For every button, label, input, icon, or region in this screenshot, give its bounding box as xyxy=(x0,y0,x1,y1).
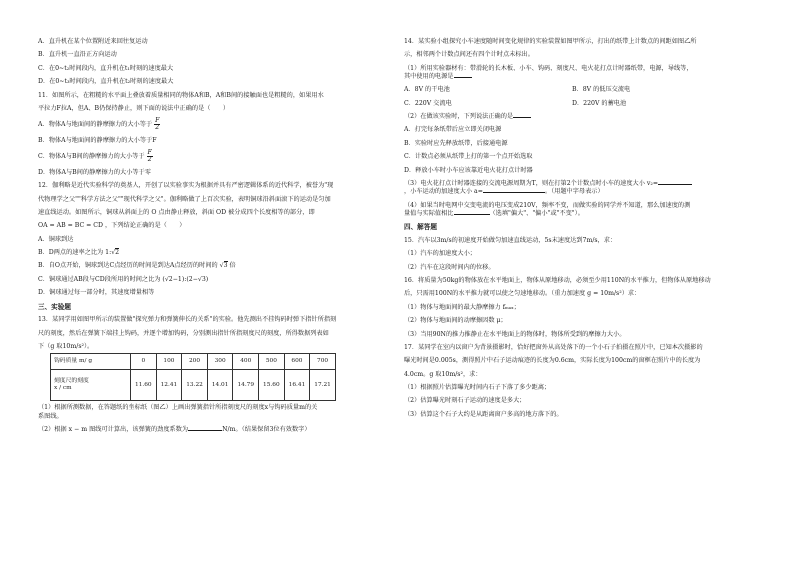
table-cell: 200 xyxy=(182,354,208,370)
q17-stem-1: 17．某同学在室内以窗户为背景摄影时，恰好把窗外从高处落下的一个小石子拍摄在照片中，已知本次摄影的 xyxy=(404,343,703,351)
fraction-f-over-2-c: $\frac{F}{2}$ xyxy=(147,149,152,164)
ratio-part-a: (√2−1) xyxy=(162,275,185,283)
q13-part1-a: （1）根据所测数据，在答题纸的坐标纸（图乙）上画出弹簧指针所指刻度尺的刻度x与钩码质量m的关 xyxy=(38,404,318,412)
q13-part2-tail: N/m。（结果保留3位有效数字） xyxy=(222,425,311,433)
q12-stem-4: OA = AB = BC = CD ，下列结论正确的是（ ） xyxy=(38,222,186,230)
sqrt-2: 2 xyxy=(115,249,120,257)
q11-stem-1: 11．如图所示，在粗糙的水平面上叠放着质量相同的物体A和B，A和B间的接触面也是粗糙的，如果用水 xyxy=(38,91,324,99)
q12-option-b2-tail: 倍 xyxy=(229,262,236,270)
q14-stem-1: 14．某实验小组探究小车速度随时间变化规律的实验装置如图甲所示，打出的纸带上计数点的间距如图乙所 xyxy=(404,38,697,45)
q16-part3: （3）当用90N的推力推静止在水平地面上的物体时，物体所受到的摩擦力大小。 xyxy=(404,330,626,338)
q12-stem-2: 代物理学之父""科学方法之父""现代科学之父"。伽利略做了上百次实验，表明铜球沿斜面滚下的运动是匀加 xyxy=(38,195,331,203)
table-cell: 16.41 xyxy=(284,370,310,401)
q13-stem-3: 下（g 取10m/s²）。 xyxy=(38,343,94,351)
q17-stem-3: 4.0cm。g 取10m/s²，求： xyxy=(404,370,482,378)
q12-stem-1: 12．伽利略是近代实验科学的奠基人，开创了以实验事实为根据并具有严密逻辑体系的近代科学，被誉为"现 xyxy=(38,182,334,190)
q13-part2 xyxy=(38,426,388,434)
q17-part2: （2）估算曝光时刻石子运动的速度是多大； xyxy=(404,397,526,405)
q14-part2-option-a: A．打完每条纸带后应立即关闭电源 xyxy=(404,126,502,134)
q12-option-d: D．铜球通过每一部分时，其速度增量相等 xyxy=(38,289,155,297)
right-column xyxy=(404,38,760,419)
q13-stem-1: 13．某同学用如图甲所示的装置做"探究弹力和弹簧伸长的关系"的实验。他先测出不挂钩码时弹下指针所指刻 xyxy=(38,316,337,324)
table-header-mass: 钩码质量 m/ g xyxy=(51,354,131,370)
q11-option-b: B．物体A与地面间的静摩擦力的大小等于F xyxy=(38,136,157,144)
q11-option-a-text: A．物体A与地面间的静摩擦力的大小等于 xyxy=(38,121,153,129)
section-solution-title: 四、解答题 xyxy=(404,223,437,232)
q16-stem-2: 后，只需用100N的水平推力就可以使之匀速地移动。（重力加速度 g = 10m/s²）求： xyxy=(404,290,641,298)
table-header-scale-b: x / cm xyxy=(54,385,72,392)
fraction-f-over-2: $\frac{F}{2}$ xyxy=(155,117,160,132)
q14-part4-b-text: 量值与实际值相比 xyxy=(404,209,454,217)
q14-stem-2: 示，相邻两个计数点间还有四个计时点未标出。 xyxy=(404,51,534,59)
table-cell: 400 xyxy=(233,354,259,370)
table-cell: 14.79 xyxy=(233,370,259,401)
table-cell: 14.01 xyxy=(207,370,233,401)
q16-part2: （2）物体与地面间的动摩擦因数 μ； xyxy=(404,317,507,325)
q17-stem-2: 曝光时间是0.005s，测得照片中石子运动痕迹的长度为0.6cm，实际长度为100cm的窗框在照片中的长度为 xyxy=(404,357,701,365)
sqrt-symbol: √ xyxy=(111,249,116,257)
table-cell: 500 xyxy=(259,354,285,370)
answer-blank xyxy=(658,184,692,185)
table-cell: 600 xyxy=(284,354,310,370)
q17-part1: （1）根据照片估算曝光时间内石子下落了多少距离； xyxy=(404,384,551,392)
table-cell: 100 xyxy=(156,354,182,370)
q11-option-c xyxy=(38,150,388,163)
q14-options-ab xyxy=(404,86,760,94)
q14-part2-text: （2）在做该实验时，下列说法正确的是 xyxy=(404,113,514,121)
table-cell: 13.22 xyxy=(182,370,208,401)
q16-stem-1: 16．将质量为50kg的物体放在水平地面上，物体从原地移动，必须至少用110N的水平推力，但物体从原地移动 xyxy=(404,277,711,285)
q10-option-d: D．在0~t₃时间段内，直升机在t₂时刻的速度最大 xyxy=(38,78,174,86)
sqrt-symbol-3: √ xyxy=(219,262,224,270)
q12-option-b2-text: B．自O点开始，铜球到达C点经历的时间是到达A点经历的时间的 xyxy=(38,262,218,270)
q12-option-b-text: B．D两点的速率之比为 1: xyxy=(38,249,112,257)
table-cell: 17.21 xyxy=(310,370,336,401)
q14-part1-b xyxy=(404,73,760,81)
q14-part4-b-tail: （选填"偏大"、"偏小"或"不变"）。 xyxy=(489,209,584,217)
q10-option-c: C．在0~t₂时间段内，直升机在t₁时刻的速度最大 xyxy=(38,64,174,72)
q14-part3-a-text: （3）电火花打点计时器连接的交流电源周期为T，则在打第2个计数点时小车的速度大小 v₂= xyxy=(404,179,659,187)
q14-part3-b xyxy=(404,188,760,196)
q15-stem: 15．汽车以3m/s的初速度开始做匀加速直线运动，5s末速度达到7m/s，求： xyxy=(404,236,617,244)
table-cell: 0 xyxy=(131,354,157,370)
table-cell: 300 xyxy=(207,354,233,370)
q13-stem-2: 尺的刻度，然后在弹簧下端挂上钩码，并逐个增加钩码，分别测出指针所指刻度尺的刻度，所得数据列表如 xyxy=(38,329,329,337)
q14-option-a: A．8V 的干电池 xyxy=(404,86,450,94)
sqrt-3: 3 xyxy=(223,262,228,270)
table-row xyxy=(51,354,336,370)
q11-option-d: D．物体A与B间的静摩擦力的大小等于零 xyxy=(38,168,151,176)
q13-part2-text: （2）根据 x − m 图线可计算出，该弹簧的劲度系数为 xyxy=(38,425,189,433)
q14-part2-option-b: B．实验时应先释放纸带，后接通电源 xyxy=(404,139,508,147)
q12-option-b xyxy=(38,249,388,257)
q12-option-c: C．铜球通过AB段与CD段所用的时间之比为 (√2−1):(2−√3) xyxy=(38,275,209,283)
spring-data-table xyxy=(50,353,336,401)
q14-part2-option-d: D．释放小车时小车应该靠近电火花打点计时器 xyxy=(404,166,533,174)
q10-option-a: A．直升机在某个位置附近来回往复运动 xyxy=(38,38,148,45)
answer-blank xyxy=(454,77,472,78)
answer-blank xyxy=(483,192,545,193)
q14-part3-b-text: ，小车运动的加速度大小 a= xyxy=(404,188,483,196)
q14-options-cd xyxy=(404,100,760,108)
q15-part1: （1）汽车的加速度大小； xyxy=(404,250,476,258)
section-experiment-title: 三、实验题 xyxy=(38,302,71,311)
table-cell: 11.60 xyxy=(131,370,157,401)
q16-part1: （1）物体与地面间的最大静摩擦力 fₘₐₓ； xyxy=(404,303,520,311)
q14-part3-b-tail: 。（用题中字母表示） xyxy=(544,188,604,196)
q12-stem-3: 速直线运动。如图所示，铜球从斜面上的 O 点由静止释放，斜面 OD 被分成四个长度相等的部分，即 xyxy=(38,208,315,216)
q11-option-c-text: C．物体A与B间的静摩擦力的大小等于 xyxy=(38,153,145,161)
q14-part3-a xyxy=(404,180,760,188)
q14-option-b: B．8V 的低压交流电 xyxy=(572,86,631,94)
q14-option-d: D．220V 的蓄电池 xyxy=(572,99,627,107)
q15-part2: （2）汽车在这段时间内的位移。 xyxy=(404,263,495,271)
q14-part2 xyxy=(404,113,760,121)
answer-blank xyxy=(454,214,490,215)
q11-option-a xyxy=(38,118,388,131)
table-row xyxy=(51,370,336,401)
q13-part1-b: 系图线。 xyxy=(38,412,63,420)
left-column xyxy=(38,38,388,434)
q10-option-b: B．直升机一直沿正方向运动 xyxy=(38,51,117,59)
q14-part4-b xyxy=(404,210,760,218)
q14-part2-option-c: C．计数点必须从纸带上打的第一个点开始选取 xyxy=(404,153,533,161)
table-cell: 12.41 xyxy=(156,370,182,401)
q12-option-a: A．铜球到达 xyxy=(38,235,74,243)
answer-blank xyxy=(188,430,222,431)
q12-option-b2 xyxy=(38,262,388,270)
table-header-scale-a: 刻度尺的刻度 xyxy=(54,377,89,384)
table-cell: 700 xyxy=(310,354,336,370)
q12-option-c-text: C．铜球通过AB段与CD段所用的时间之比为 xyxy=(38,275,161,283)
table-header-scale xyxy=(51,370,131,401)
q14-part1-b-text: 其中使用的电源是 xyxy=(404,72,454,80)
answer-blank xyxy=(513,117,531,118)
q14-part1-a: （1）所用实验器材有：带滑轮的长木板、小车、钩码、刻度尺、电火花打点计时器纸带，电源，导线等， xyxy=(404,64,693,72)
q17-part3: （3）估算这个石子大约是从距离窗户多高的地方落下的。 xyxy=(404,410,563,418)
table-cell: 15.60 xyxy=(259,370,285,401)
q14-part4-a: （4）如果当时电网中交变电流的电压变成210V，频率不变，而做实验的同学并不知道，那么加速度的测 xyxy=(404,201,691,209)
ratio-part-b: (2−√3) xyxy=(186,275,209,283)
q11-stem-2: 平拉力F拉A，但A、B仍保持静止，则下面的说法中正确的是（ ） xyxy=(38,104,230,112)
q14-option-c: C．220V 交流电 xyxy=(404,99,452,107)
